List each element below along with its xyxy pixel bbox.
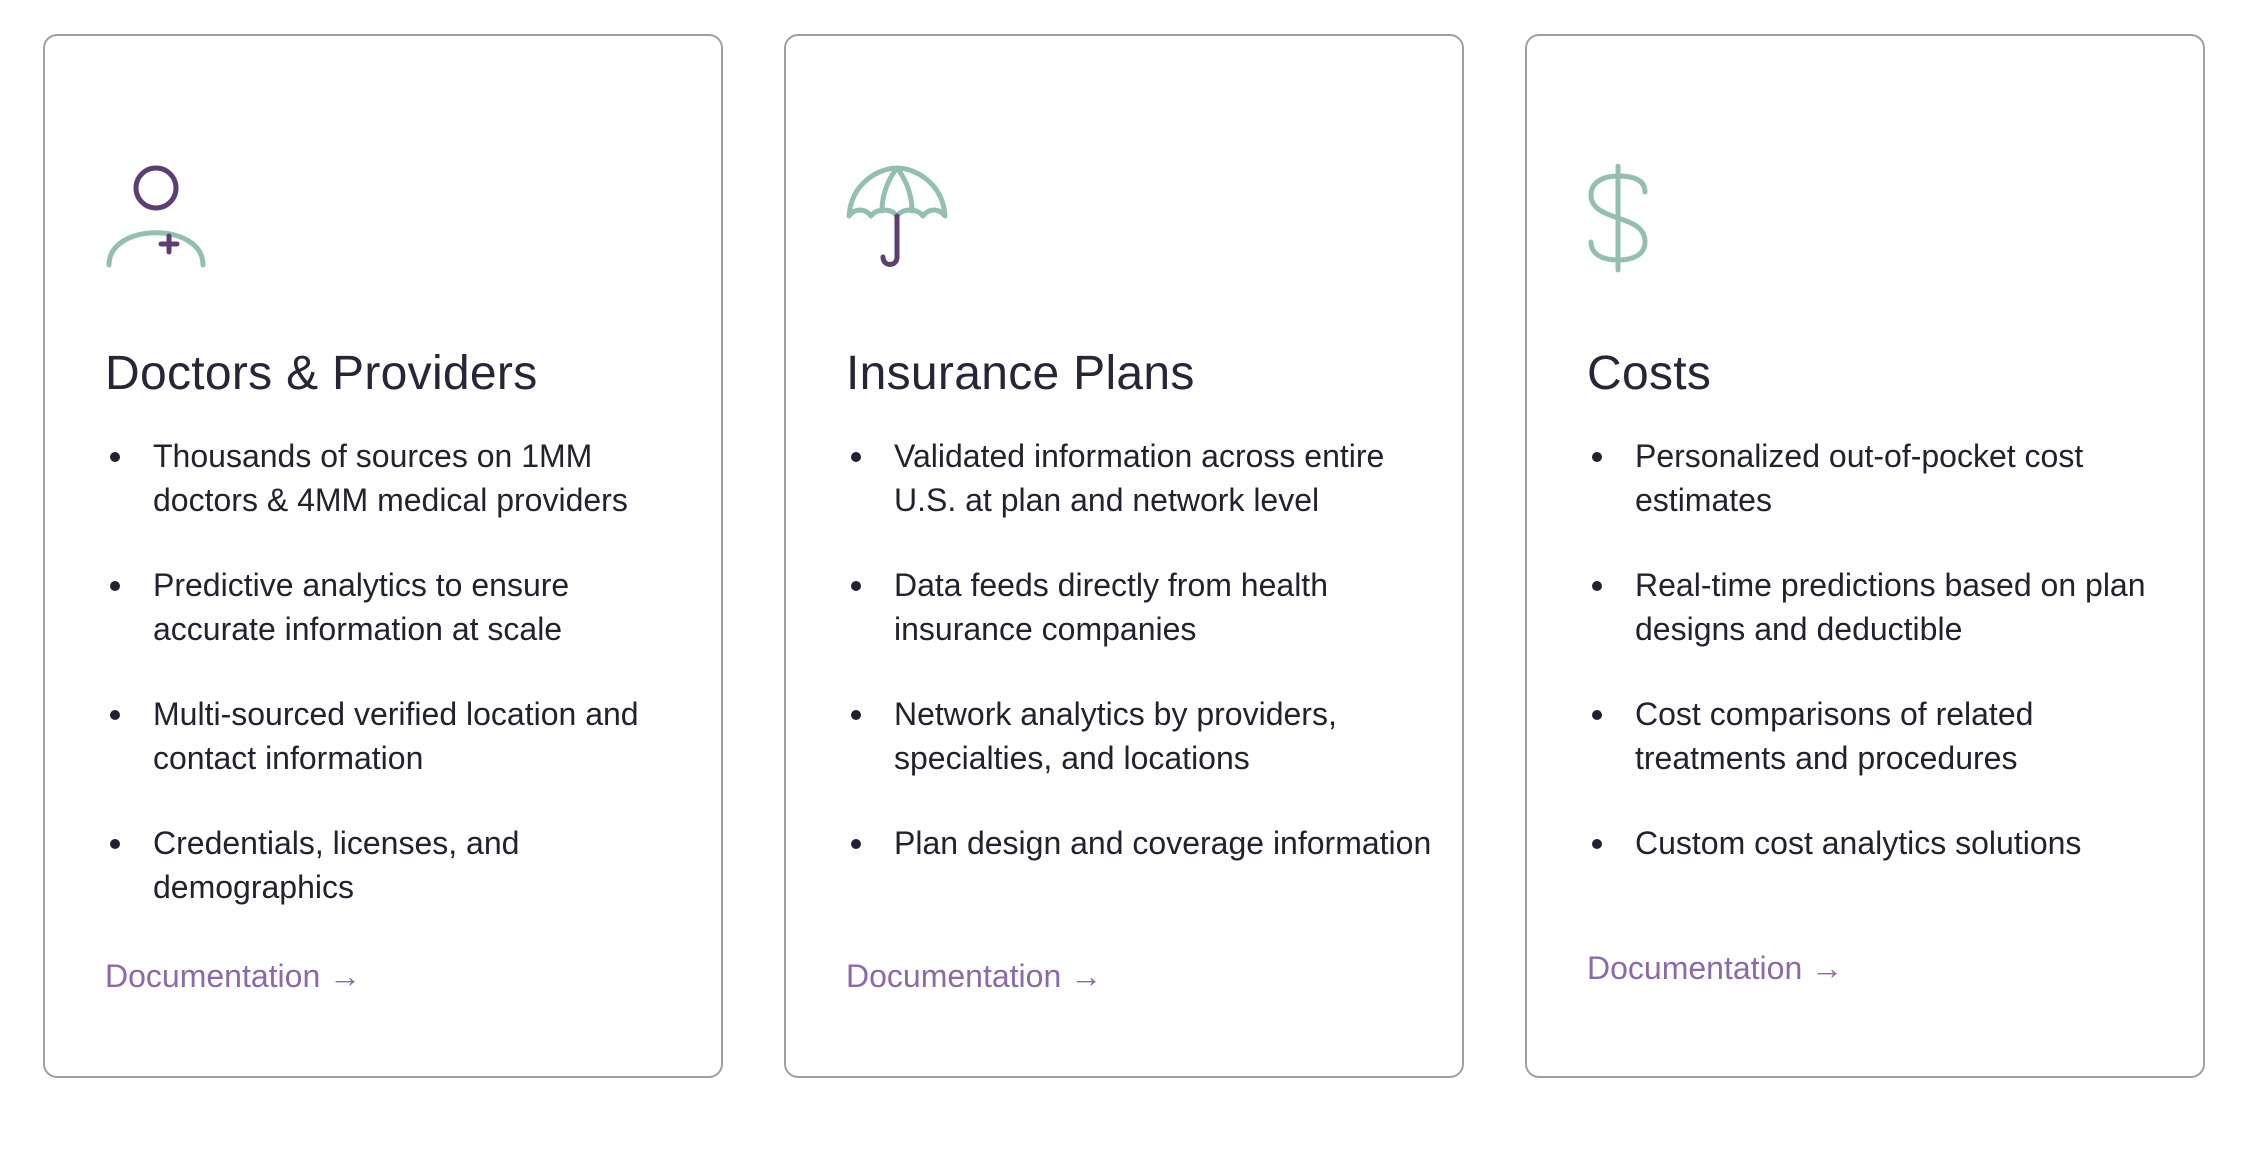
dollar-icon bbox=[1587, 164, 1697, 274]
bullet-icon bbox=[110, 839, 120, 849]
list-item bbox=[846, 692, 1436, 780]
feature-cards bbox=[43, 34, 2205, 1078]
bullet-icon bbox=[851, 452, 861, 462]
documentation-link[interactable]: Documentation → bbox=[1587, 950, 1844, 986]
umbrella-icon bbox=[846, 164, 956, 274]
list-item-text: Predictive analytics to ensure accurate information at scale bbox=[153, 567, 570, 647]
bullet-icon bbox=[851, 710, 861, 720]
bullet-icon bbox=[1592, 839, 1602, 849]
list-item-text: Credentials, licenses, and demographics bbox=[153, 825, 520, 905]
bullet-icon bbox=[110, 710, 120, 720]
card-insurance-plans bbox=[784, 34, 1464, 1078]
list-item bbox=[105, 434, 695, 522]
bullet-icon bbox=[1592, 581, 1602, 591]
card-costs bbox=[1525, 34, 2205, 1078]
list-item bbox=[846, 563, 1436, 651]
feature-list bbox=[1587, 434, 2177, 906]
documentation-link[interactable]: Documentation → bbox=[105, 958, 362, 994]
list-item bbox=[846, 434, 1436, 522]
card-doctors-providers bbox=[43, 34, 723, 1078]
card-title: Costs bbox=[1587, 347, 1712, 400]
list-item-text: Data feeds directly from health insurance companies bbox=[894, 567, 1328, 647]
list-item-text: Plan design and coverage information bbox=[894, 825, 1432, 861]
bullet-icon bbox=[851, 839, 861, 849]
list-item bbox=[1587, 821, 2177, 865]
list-item-text: Multi-sourced verified location and contact information bbox=[153, 696, 639, 776]
list-item bbox=[1587, 692, 2177, 780]
list-item-text: Custom cost analytics solutions bbox=[1635, 825, 2082, 861]
bullet-icon bbox=[110, 581, 120, 591]
bullet-icon bbox=[110, 452, 120, 462]
list-item bbox=[105, 692, 695, 780]
feature-list bbox=[105, 434, 695, 950]
list-item-text: Cost comparisons of related treatments and procedures bbox=[1635, 696, 2034, 776]
list-item bbox=[1587, 563, 2177, 651]
documentation-link[interactable]: Documentation → bbox=[846, 958, 1103, 994]
list-item bbox=[105, 821, 695, 909]
list-item bbox=[105, 563, 695, 651]
list-item-text: Thousands of sources on 1MM doctors & 4MM medical providers bbox=[153, 438, 628, 518]
doctor-icon bbox=[105, 164, 215, 274]
list-item-text: Network analytics by providers, specialties, and locations bbox=[894, 696, 1337, 776]
list-item bbox=[1587, 434, 2177, 522]
bullet-icon bbox=[1592, 452, 1602, 462]
bullet-icon bbox=[851, 581, 861, 591]
bullet-icon bbox=[1592, 710, 1602, 720]
list-item-text: Real-time predictions based on plan designs and deductible bbox=[1635, 567, 2146, 647]
list-item-text: Validated information across entire U.S. at plan and network level bbox=[894, 438, 1385, 518]
list-item-text: Personalized out-of-pocket cost estimates bbox=[1635, 438, 2084, 518]
list-item bbox=[846, 821, 1436, 865]
feature-list bbox=[846, 434, 1436, 906]
card-title: Insurance Plans bbox=[846, 347, 1195, 400]
card-title: Doctors & Providers bbox=[105, 347, 538, 400]
